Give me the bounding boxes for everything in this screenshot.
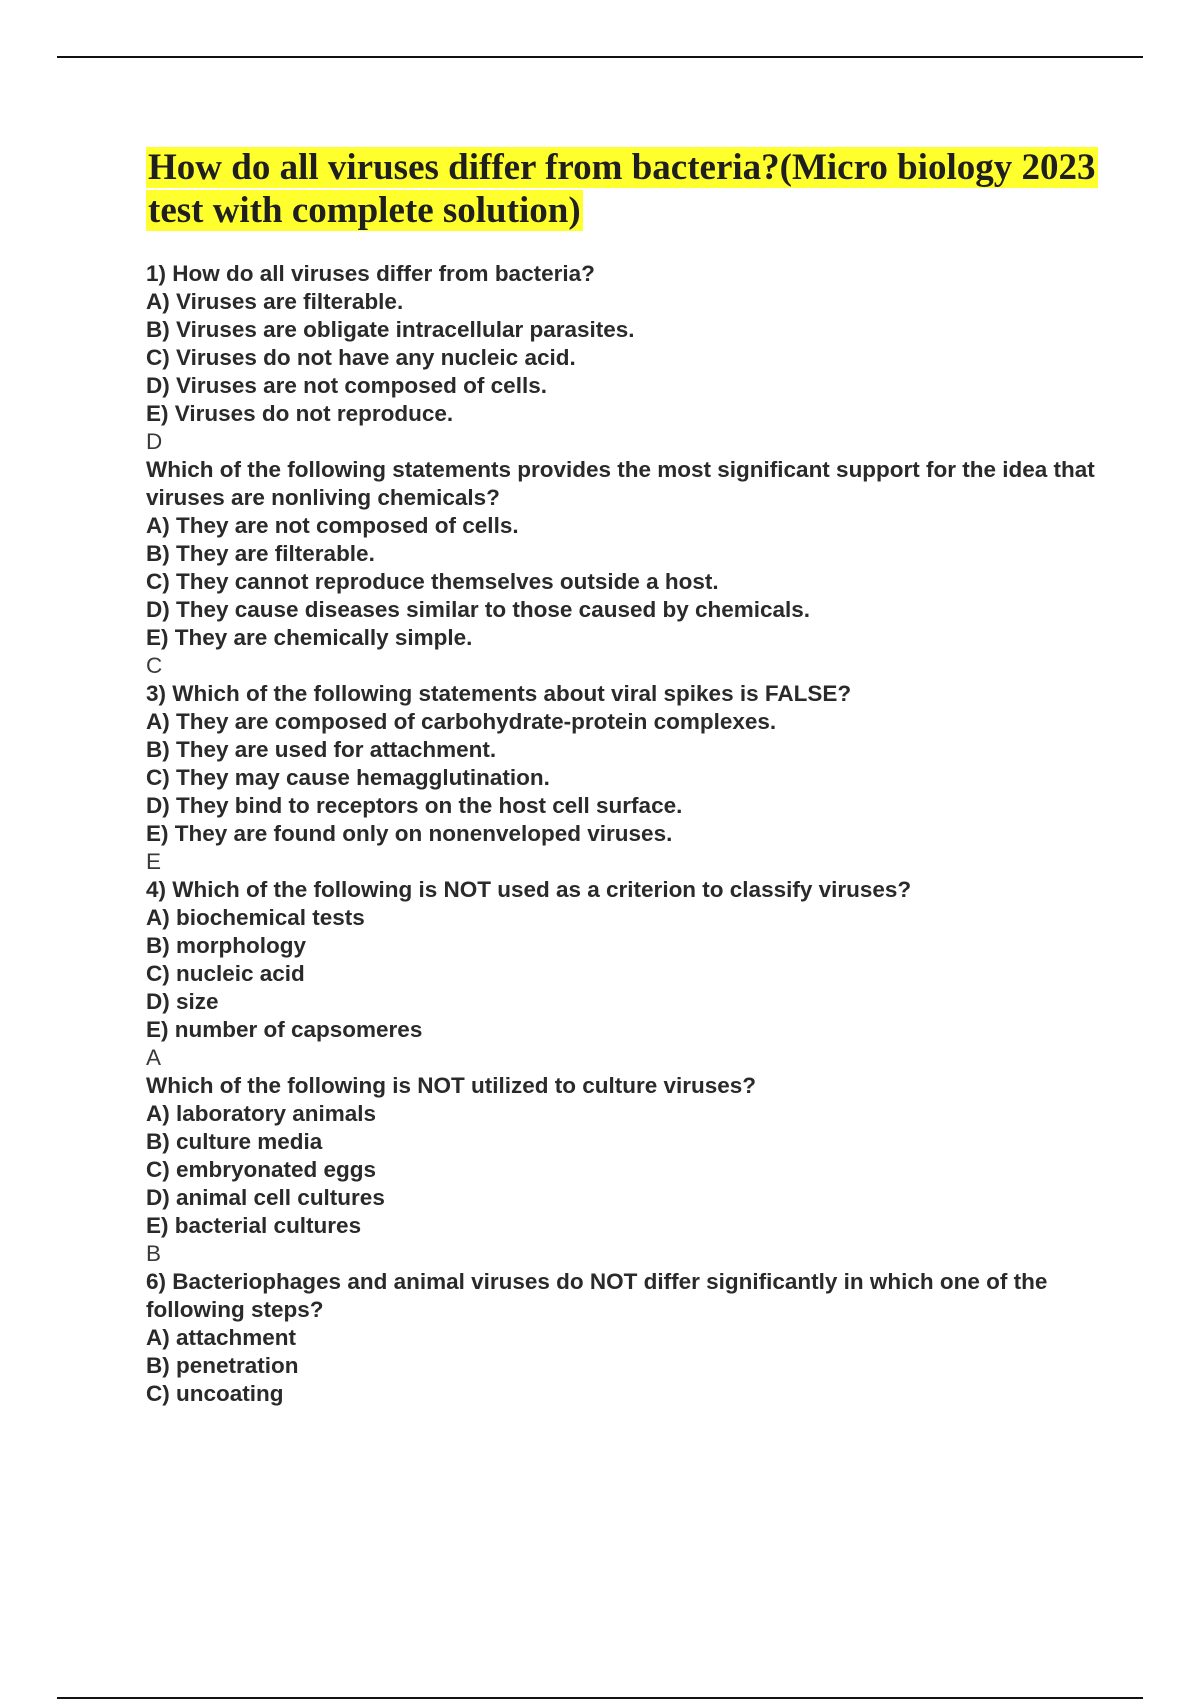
option-d: D) They cause diseases similar to those caused by chemicals.: [146, 597, 811, 622]
question-text: 6) Bacteriophages and animal viruses do NOT differ significantly in which one of the following steps?: [146, 1269, 1048, 1322]
question-block-6: [146, 1268, 1106, 1408]
option-c: C) embryonated eggs: [146, 1157, 377, 1182]
option-e: E) number of capsomeres: [146, 1017, 423, 1042]
question-text: 4) Which of the following is NOT used as a criterion to classify viruses?: [146, 877, 912, 902]
option-a: A) They are not composed of cells.: [146, 513, 519, 538]
bottom-divider: [57, 1697, 1143, 1699]
question-block-2: [146, 456, 1106, 680]
option-d: D) They bind to receptors on the host cell surface.: [146, 793, 683, 818]
document-body: [146, 146, 1106, 1408]
option-b: B) culture media: [146, 1129, 323, 1154]
option-a: A) attachment: [146, 1325, 297, 1350]
highlighted-title: How do all viruses differ from bacteria?(Micro biology 2023 test with complete solution): [148, 147, 1096, 231]
option-c: C) They cannot reproduce themselves outside a host.: [146, 569, 719, 594]
answer-text: C: [146, 653, 163, 678]
option-b: B) They are filterable.: [146, 541, 375, 566]
question-block-1: [146, 260, 1106, 456]
option-a: A) They are composed of carbohydrate-protein complexes.: [146, 709, 777, 734]
option-d: D) Viruses are not composed of cells.: [146, 373, 547, 398]
answer-text: D: [146, 429, 163, 454]
option-b: B) They are used for attachment.: [146, 737, 497, 762]
option-d: D) size: [146, 989, 219, 1014]
option-c: C) nucleic acid: [146, 961, 305, 986]
question-text: 1) How do all viruses differ from bacteria?: [146, 261, 595, 286]
option-a: A) biochemical tests: [146, 905, 365, 930]
question-block-5: [146, 1072, 1106, 1268]
option-e: E) They are chemically simple.: [146, 625, 473, 650]
answer-text: A: [146, 1045, 162, 1070]
question-list: [146, 260, 1106, 1408]
option-c: C) They may cause hemagglutination.: [146, 765, 550, 790]
question-block-3: [146, 680, 1106, 876]
option-b: B) morphology: [146, 933, 306, 958]
answer-text: B: [146, 1241, 162, 1266]
top-divider: [57, 56, 1143, 58]
question-text: Which of the following statements provides the most significant support for the idea that viruses are nonliving chemicals?: [146, 457, 1095, 510]
option-e: E) Viruses do not reproduce.: [146, 401, 454, 426]
option-b: B) penetration: [146, 1353, 299, 1378]
option-d: D) animal cell cultures: [146, 1185, 385, 1210]
option-a: A) laboratory animals: [146, 1101, 377, 1126]
answer-text: E: [146, 849, 162, 874]
option-c: C) Viruses do not have any nucleic acid.: [146, 345, 576, 370]
question-text: Which of the following is NOT utilized to culture viruses?: [146, 1073, 757, 1098]
option-c: C) uncoating: [146, 1381, 284, 1406]
document-title: [146, 146, 1106, 232]
option-a: A) Viruses are filterable.: [146, 289, 404, 314]
option-e: E) bacterial cultures: [146, 1213, 362, 1238]
option-e: E) They are found only on nonenveloped viruses.: [146, 821, 673, 846]
option-b: B) Viruses are obligate intracellular parasites.: [146, 317, 635, 342]
question-block-4: [146, 876, 1106, 1072]
question-text: 3) Which of the following statements about viral spikes is FALSE?: [146, 681, 852, 706]
